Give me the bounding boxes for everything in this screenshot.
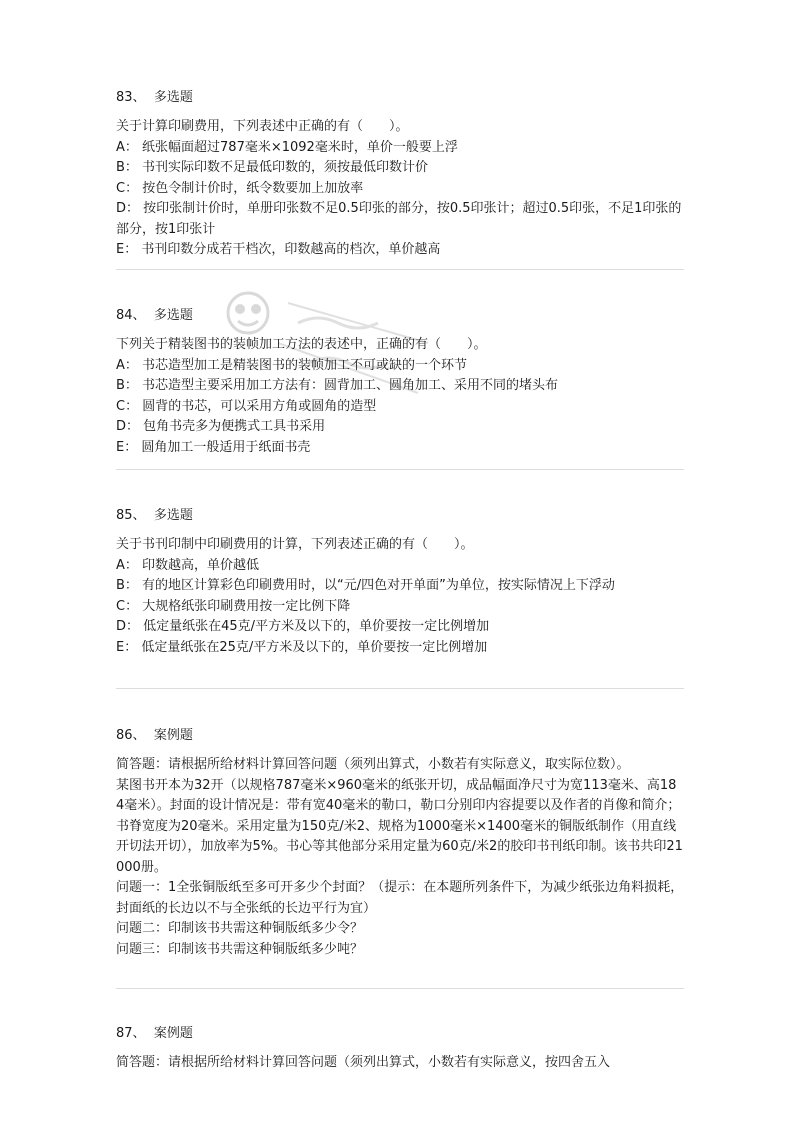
- question-divider: [116, 469, 684, 470]
- question-87: [116, 1024, 684, 1074]
- question-84: [116, 306, 684, 458]
- question-header: [116, 306, 684, 326]
- option-c: C： 圆背的书芯，可以采用方角或圆角的造型: [116, 398, 377, 414]
- question-stem: 简答题：请根据所给材料计算回答问题（须列出算式，小数若有实际意义，取实际位数）。: [116, 757, 630, 772]
- question-type: 多选题: [153, 508, 193, 523]
- question-divider: [116, 269, 684, 270]
- question-header: [116, 726, 684, 746]
- question-stem: 简答题：请根据所给材料计算回答问题（须列出算式，小数若有实际意义，按四舍五入: [116, 1055, 611, 1070]
- question-separator: 、: [132, 308, 146, 323]
- question-stem: 关于书刊印制中印刷费用的计算，下列表述正确的有（ ）。: [116, 537, 474, 552]
- question-stem: 下列关于精装图书的装帧加工方法的表述中，正确的有（ ）。: [116, 337, 487, 352]
- option-c: C： 大规格纸张印刷费用按一定比例下降: [116, 598, 351, 614]
- sub-question-2: 问题二：印制该书共需这种铜版纸多少令？: [116, 921, 364, 936]
- question-separator: 、: [132, 90, 146, 105]
- option-e: E： 低定量纸张在25克/平方米及以下的，单价要按一定比例增加: [116, 639, 488, 655]
- question-86: [116, 726, 684, 960]
- option-c: C： 按色令制计价时，纸令数要加上加放率: [116, 180, 364, 196]
- question-type: 案例题: [153, 728, 193, 743]
- question-85: [116, 506, 684, 658]
- question-separator: 、: [132, 1026, 146, 1041]
- question-number: 86: [116, 728, 133, 743]
- option-a: A： 书芯造型加工是精装图书的装帧加工不可或缺的一个环节: [116, 357, 468, 373]
- option-a: A： 印数越高，单价越低: [116, 557, 260, 573]
- question-number: 85: [116, 508, 133, 523]
- option-a: A： 纸张幅面超过787毫米×1092毫米时，单价一般要上浮: [116, 139, 458, 155]
- question-type: 案例题: [153, 1026, 193, 1041]
- case-material: 某图书开本为32开（以规格787毫米×960毫米的纸张开切，成品幅面净尺寸为宽113毫米、高184毫米）。封面的设计情况是：带有宽40毫米的勒口，勒口分别印内容提要以及作者的肖像和简介；书脊宽度为20毫米。采用定量为150克/米2、规格为1000毫米×1400毫米的铜版纸制作（用直线开切法开切），加放率为5%。书心等其他部分采用定量为60克/米2的胶印书刊纸印制。该书共印21000册。: [116, 777, 683, 875]
- question-separator: 、: [132, 728, 146, 743]
- question-header: [116, 506, 684, 526]
- option-e: E： 圆角加工一般适用于纸面书壳: [116, 439, 311, 455]
- question-number: 87: [116, 1026, 133, 1041]
- question-type: 多选题: [153, 308, 193, 323]
- question-stem: 关于计算印刷费用，下列表述中正确的有（ ）。: [116, 119, 409, 134]
- sub-question-3: 问题三：印制该书共需这种铜版纸多少吨？: [116, 941, 364, 957]
- option-d: D： 低定量纸张在45克/平方米及以下的，单价要按一定比例增加: [116, 619, 490, 634]
- question-header: [116, 88, 684, 108]
- option-e: E： 书刊印数分成若干档次，印数越高的档次，单价越高: [116, 242, 441, 257]
- question-83: [116, 88, 684, 261]
- question-divider: [116, 988, 684, 989]
- option-b: B： 有的地区计算彩色印刷费用时，以“元/四色对开单面”为单位，按实际情况上下浮动: [116, 578, 615, 593]
- option-d: D： 包角书壳多为便携式工具书采用: [116, 419, 326, 434]
- question-type: 多选题: [153, 90, 193, 105]
- sub-question-1: 问题一：1全张铜版纸至多可开多少个封面？（提示：在本题所列条件下，为减少纸张边角料损耗，封面纸的长边以不与全张纸的长边平行为宜）: [116, 880, 684, 916]
- question-header: [116, 1024, 684, 1044]
- question-number: 83: [116, 90, 133, 105]
- option-d: D： 按印张制计价时，单册印张数不足0.5印张的部分，按0.5印张计；超过0.5印张，不足1印张的部分，按1印张计: [116, 201, 682, 237]
- question-divider: [116, 688, 684, 689]
- option-b: B： 书刊实际印数不足最低印数的，须按最低印数计价: [116, 160, 429, 175]
- option-b: B： 书芯造型主要采用加工方法有：圆背加工、圆角加工、采用不同的堵头布: [116, 378, 559, 393]
- question-number: 84: [116, 308, 133, 323]
- question-separator: 、: [132, 508, 146, 523]
